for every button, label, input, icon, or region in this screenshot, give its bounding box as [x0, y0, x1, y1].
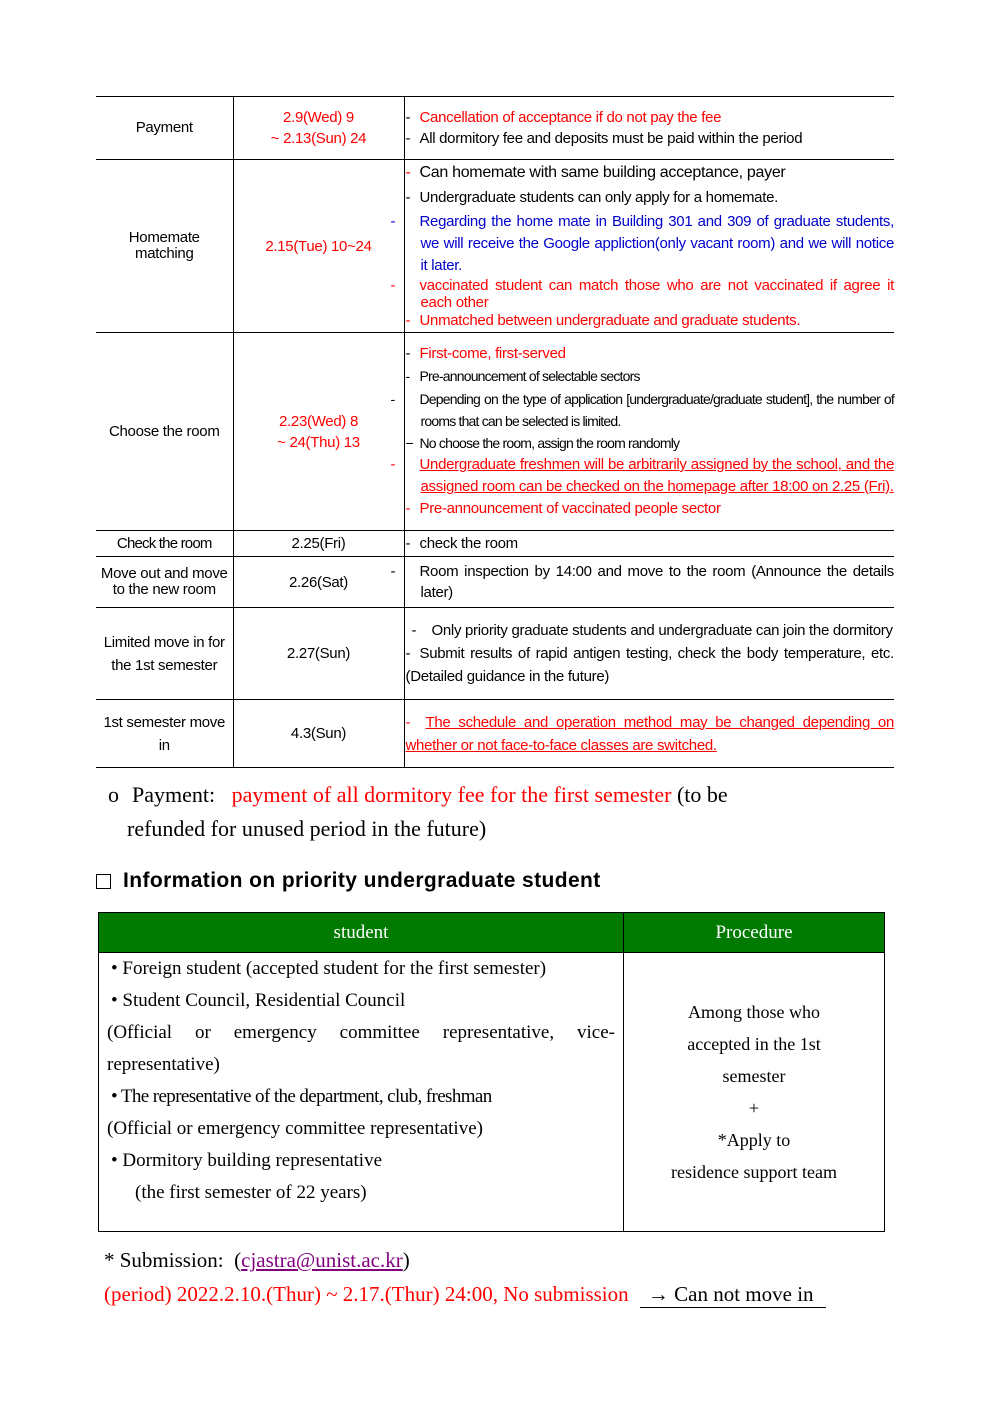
student-item: (Official or emergency committee representative, vice-representative): [107, 1022, 615, 1075]
detail-item: [406, 343, 895, 365]
section-title: [96, 869, 601, 893]
detail-item: [390, 454, 895, 498]
date-line: ~ 2.13(Sun) 24: [270, 130, 367, 147]
stage-cell: [96, 160, 233, 333]
detail-text: Submit results of rapid antigen testing, check the body temperature, etc. (Detailed guidance in the future): [405, 645, 894, 685]
date-cell: [233, 700, 404, 768]
dash: -: [390, 277, 396, 294]
dash: -: [405, 500, 411, 517]
procedure-line: Among those who: [688, 1002, 820, 1022]
dash: -: [405, 535, 411, 552]
stage-label: 1st semester move in: [103, 713, 226, 754]
date-line: 2.23(Wed) 8: [279, 412, 358, 430]
dash: -: [390, 391, 395, 407]
date-line: ~ 24(Thu) 13: [277, 433, 360, 451]
detail-item: [406, 498, 895, 520]
details-cell: [404, 608, 894, 700]
student-item: (Official or emergency committee representative): [107, 1118, 483, 1139]
details-cell: [404, 700, 894, 768]
dash: -: [405, 312, 411, 329]
detail-text: vaccinated student can match those who are not vaccinated if agree it each other: [419, 277, 894, 311]
detail-text: First-come, first-served: [419, 345, 566, 362]
date-cell: [233, 608, 404, 700]
date-cell: [233, 97, 404, 160]
detail-text: Only priority graduate students and undergraduate can join the dormitory: [431, 622, 893, 639]
submission-line: * Submission: (cjastra@unist.ac.kr): [104, 1248, 410, 1272]
detail-item: [406, 365, 895, 388]
dash: -: [405, 368, 410, 384]
email-link[interactable]: cjastra@unist.ac.kr: [241, 1248, 403, 1272]
stage-label: Move out and move to the new room: [100, 565, 228, 598]
date-line: 2.25(Fri): [291, 535, 346, 552]
stage-cell: [96, 97, 233, 160]
detail-text: The schedule and operation method may be changed depending on whether or not face-to-face classes are switched.: [405, 713, 894, 754]
dash: -: [405, 164, 411, 181]
schedule-row-1st-semester: [96, 700, 894, 768]
schedule-row-check-room: [96, 531, 894, 557]
details-cell: [404, 97, 894, 160]
procedure-line: semester: [722, 1066, 786, 1086]
detail-item: [406, 619, 895, 642]
payment-label: Payment:: [132, 782, 216, 807]
procedure-plus: +: [748, 1098, 760, 1118]
detail-text: Cancellation of acceptance if do not pay the fee: [419, 109, 722, 126]
detail-item: [406, 128, 895, 149]
dash: -: [405, 130, 411, 147]
detail-text: Pre-announcement of selectable sectors: [419, 368, 640, 384]
details-cell: [390, 557, 894, 608]
checkbox-square-icon: [96, 874, 111, 889]
detail-item: [406, 185, 895, 211]
detail-text: Undergraduate freshmen will be arbitrarily assigned by the school, and the assigned room can be checked on the homepage after 18:00 on 2.25 (Fri).: [419, 456, 894, 495]
detail-text: Pre-announcement of vaccinated people sector: [419, 500, 721, 517]
period-text: (period) 2022.2.10.(Thur) ~ 2.17.(Thur) 24:00, No submission: [104, 1282, 629, 1306]
schedule-row-choose-room: [96, 333, 894, 531]
detail-item: [406, 533, 895, 554]
stage-cell: [96, 333, 233, 531]
dash: -: [411, 622, 417, 639]
detail-text: Regarding the home mate in Building 301 and 309 of graduate students, we will receive the Google appliction(only vacant room) and we will notice it later.: [419, 213, 894, 274]
detail-item: [390, 211, 895, 277]
detail-item: [390, 277, 895, 311]
header-student: student: [99, 913, 624, 953]
details-cell: [390, 160, 894, 333]
schedule-table: [96, 96, 894, 768]
date-line: 2.15(Tue) 10~24: [265, 237, 372, 255]
student-item: • Dormitory building representative: [111, 1150, 383, 1171]
procedure-line: accepted in the 1st: [687, 1034, 821, 1054]
submission-label: * Submission:: [104, 1248, 224, 1272]
stage-label: Payment: [135, 119, 193, 136]
student-list: [99, 953, 624, 1232]
date-line: 4.3(Sun): [290, 725, 347, 742]
detail-item: [390, 388, 895, 432]
student-item: (the first semester of 22 years): [135, 1182, 367, 1203]
procedure-cell: [624, 953, 885, 1232]
detail-text: check the room: [419, 535, 518, 552]
procedure-line: *Apply to: [717, 1130, 791, 1150]
circle-bullet-icon: o: [108, 782, 119, 807]
priority-header-row: [99, 913, 885, 953]
section-title-text: Information on priority undergraduate student: [123, 869, 601, 892]
dash: -: [405, 645, 411, 662]
consequence-text: → Can not move in: [640, 1282, 826, 1308]
student-item: • The representative of the department, club, freshman: [111, 1086, 492, 1107]
detail-item: [406, 161, 895, 185]
detail-text: Undergraduate students can only apply for a homemate.: [419, 189, 778, 206]
date-line: 2.9(Wed) 9: [283, 109, 354, 126]
detail-item: [406, 642, 895, 688]
detail-text: No choose the room, assign the room randomly: [419, 435, 680, 451]
stage-label: Check the room: [116, 534, 212, 552]
date-cell: [233, 557, 404, 608]
stage-label: Homemate matching: [128, 229, 200, 262]
priority-body-row: [99, 953, 885, 1232]
date-cell: [233, 333, 404, 531]
student-item: • Foreign student (accepted student for the first semester): [111, 958, 547, 979]
header-procedure: Procedure: [624, 913, 885, 953]
stage-cell: [96, 531, 233, 557]
payment-rest-line2: refunded for unused period in the future): [127, 816, 487, 841]
date-cell: [233, 160, 404, 333]
stage-label: Limited move in for the 1st semester: [103, 633, 225, 674]
schedule-row-move-out: [96, 557, 894, 608]
detail-item: [406, 711, 895, 757]
detail-item: [390, 561, 895, 603]
student-item: • Student Council, Residential Council: [111, 990, 406, 1011]
schedule-row-payment: [96, 97, 894, 160]
stage-label: Choose the room: [108, 422, 220, 440]
procedure-line: residence support team: [671, 1162, 837, 1182]
detail-item: [406, 107, 895, 128]
dash: −: [405, 435, 413, 451]
dash: -: [405, 189, 411, 206]
payment-note: [108, 778, 898, 846]
detail-item: [406, 311, 895, 331]
dash: -: [390, 456, 396, 473]
schedule-row-limited-move-in: [96, 608, 894, 700]
priority-table: [98, 912, 885, 1232]
stage-cell: [96, 608, 233, 700]
dash: -: [405, 345, 411, 362]
dash: -: [405, 109, 411, 126]
detail-item: [406, 432, 895, 454]
dash: -: [390, 213, 396, 230]
details-cell: [390, 333, 894, 531]
stage-cell: [96, 700, 233, 768]
dash: -: [405, 713, 411, 731]
date-line: 2.27(Sun): [286, 645, 351, 662]
submission-period: [104, 1279, 826, 1309]
stage-cell: [96, 557, 233, 608]
payment-highlight: payment of all dormitory fee for the first semester: [231, 782, 672, 807]
detail-text: Depending on the type of application [undergraduate/graduate student], the number of rooms that can be selected is limited.: [419, 391, 894, 429]
details-cell: [404, 531, 894, 557]
schedule-row-homemate: [96, 160, 894, 333]
detail-text: Room inspection by 14:00 and move to the room (Announce the details later): [419, 563, 894, 601]
dash: -: [390, 563, 396, 580]
detail-text: Unmatched between undergraduate and graduate students.: [419, 312, 801, 329]
date-cell: [233, 531, 404, 557]
detail-text: Can homemate with same building acceptance, payer: [419, 164, 786, 181]
detail-text: All dormitory fee and deposits must be paid within the period: [419, 130, 803, 147]
payment-rest: (to be: [676, 782, 728, 807]
date-line: 2.26(Sat): [289, 573, 348, 591]
